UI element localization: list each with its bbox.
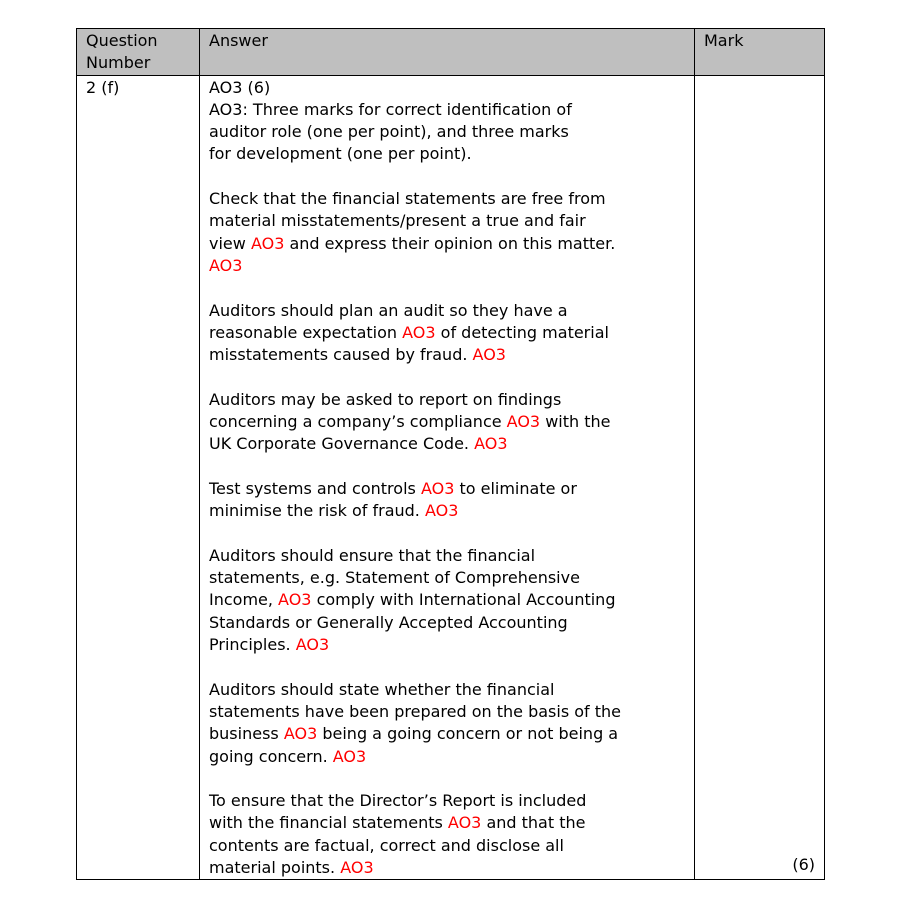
answer-text: being a going concern or not being a: [317, 724, 619, 744]
header-row: [77, 29, 825, 76]
answer-text: and that the: [481, 813, 586, 833]
answer-text: misstatements caused by fraud.: [209, 345, 473, 365]
answer-line: [209, 121, 685, 143]
answer-line: [209, 210, 685, 232]
answer-text: concerning a company’s compliance: [209, 412, 507, 432]
answer-text: reasonable expectation: [209, 322, 403, 342]
header-mark: Mark: [695, 29, 825, 76]
ao3-marker: AO3: [209, 255, 243, 275]
answer-text: Principles.: [209, 635, 296, 655]
answer-line: [209, 322, 685, 344]
header-question-number: Question Number: [77, 29, 200, 76]
answer-line: [209, 99, 685, 121]
answer-line: [209, 656, 685, 678]
answer-line: [209, 500, 685, 522]
ao3-marker: AO3: [278, 590, 312, 610]
answer-text: for development (one per point).: [209, 144, 472, 164]
header-answer: Answer: [200, 29, 695, 76]
answer-line: [209, 612, 685, 634]
answer-text: material misstatements/present a true and fair: [209, 211, 586, 231]
answer-text: AO3: Three marks for correct identification of: [209, 99, 572, 119]
answer-text: comply with International Accounting: [311, 590, 616, 610]
answer-line: [209, 188, 685, 210]
answer-text: Auditors should state whether the financial: [209, 679, 555, 699]
answer-line: [209, 344, 685, 366]
answer-text: of detecting material: [435, 322, 609, 342]
answer-line: [209, 456, 685, 478]
answer-text: material points.: [209, 857, 341, 877]
answer-line: [209, 835, 685, 857]
answer-line: [209, 233, 685, 255]
table-row: [77, 75, 825, 880]
answer-text: Test systems and controls: [209, 478, 421, 498]
ao3-marker: AO3: [250, 233, 285, 253]
mark-scheme-table: [76, 28, 825, 880]
answer-cell: [200, 75, 695, 880]
ao3-marker: AO3: [424, 501, 459, 521]
answer-text: Auditors may be asked to report on findings: [209, 389, 562, 409]
mark-value: (6): [792, 855, 815, 875]
answer-line: [209, 411, 685, 433]
answer-text: Income,: [209, 590, 279, 610]
answer-text: with the: [540, 412, 611, 432]
answer-line: [209, 679, 685, 701]
answer-line: [209, 478, 685, 500]
answer-line: [209, 857, 685, 879]
answer-text: going concern.: [209, 746, 333, 766]
ao3-marker: AO3: [472, 345, 506, 365]
ao3-marker: AO3: [295, 635, 330, 655]
answer-text: view: [209, 233, 251, 253]
answer-text: statements have been prepared on the basis of the: [209, 701, 621, 721]
ao3-marker: AO3: [447, 813, 482, 833]
answer-line: [209, 255, 685, 277]
answer-text: AO3 (6): [209, 77, 271, 97]
answer-line: [209, 634, 685, 656]
answer-text: Auditors should plan an audit so they have a: [209, 300, 568, 320]
answer-text: auditor role (one per point), and three marks: [209, 122, 569, 142]
ao3-marker: AO3: [332, 746, 367, 766]
answer-line: [209, 366, 685, 388]
answer-text: to eliminate or: [454, 478, 577, 498]
answer-line: [209, 433, 685, 455]
answer-line: [209, 277, 685, 299]
answer-line: [209, 701, 685, 723]
answer-text: Standards or Generally Accepted Accounting: [209, 612, 568, 632]
question-number: 2 (f): [77, 75, 200, 880]
answer-text: statements, e.g. Statement of Comprehensive: [209, 568, 580, 588]
answer-text: and express their opinion on this matter.: [284, 233, 616, 253]
answer-line: [209, 768, 685, 790]
answer-line: [209, 746, 685, 768]
ao3-marker: AO3: [420, 478, 455, 498]
ao3-marker: AO3: [340, 857, 374, 877]
answer-line: [209, 723, 685, 745]
answer-line: [209, 143, 685, 165]
answer-text: To ensure that the Director’s Report is included: [209, 791, 587, 811]
ao3-marker: AO3: [402, 322, 436, 342]
answer-text: Auditors should ensure that the financial: [209, 545, 536, 565]
answer-text: with the financial statements: [209, 813, 448, 833]
answer-text: business: [209, 724, 284, 744]
answer-line: [209, 166, 685, 188]
answer-line: [209, 77, 685, 99]
answer-line: [209, 567, 685, 589]
answer-line: [209, 523, 685, 545]
answer-text: contents are factual, correct and disclose all: [209, 835, 564, 855]
ao3-marker: AO3: [283, 724, 318, 744]
answer-line: [209, 389, 685, 411]
ao3-marker: AO3: [506, 412, 541, 432]
answer-line: [209, 589, 685, 611]
answer-line: [209, 790, 685, 812]
answer-text: Check that the financial statements are free from: [209, 189, 606, 209]
answer-text: minimise the risk of fraud.: [209, 501, 425, 521]
answer-line: [209, 545, 685, 567]
answer-line: [209, 300, 685, 322]
answer-line: [209, 812, 685, 834]
ao3-marker: AO3: [474, 434, 508, 454]
answer-text: UK Corporate Governance Code.: [209, 434, 475, 454]
mark-cell: [695, 75, 825, 880]
